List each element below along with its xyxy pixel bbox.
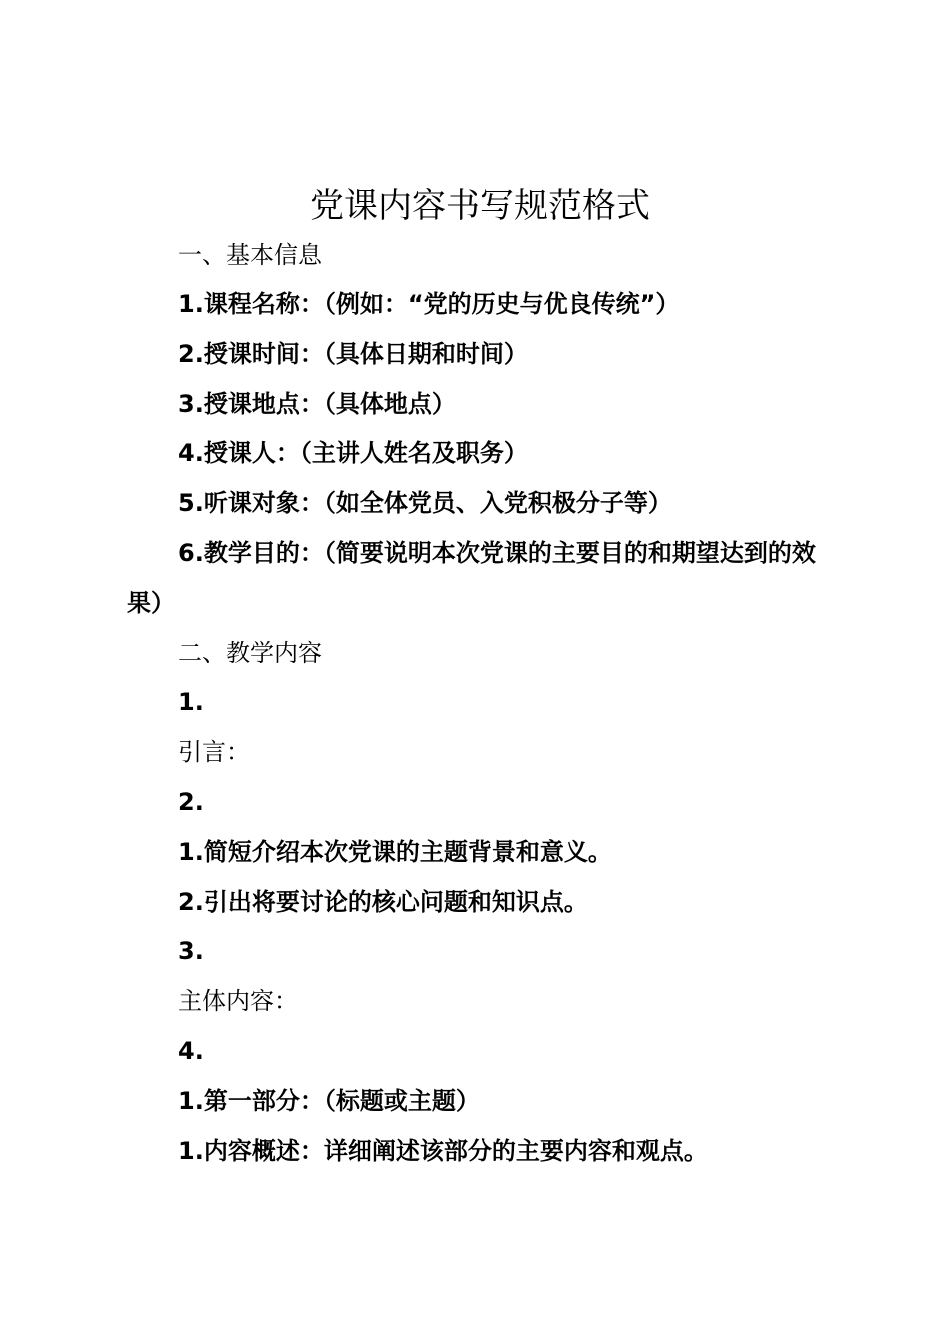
list-number: 1. xyxy=(178,688,204,716)
list-item: 1.内容概述：详细阐述该部分的主要内容和观点。 xyxy=(178,1137,708,1165)
subheading-main-content: 主体内容： xyxy=(178,987,298,1015)
item-lecture-time: 2.授课时间：（具体日期和时间） xyxy=(178,340,528,368)
list-item: 1.第一部分：（标题或主题） xyxy=(178,1087,480,1115)
item-course-name: 1.课程名称：（例如：“党的历史与优良传统”） xyxy=(178,290,680,318)
item-audience: 5.听课对象：（如全体党员、入党积极分子等） xyxy=(178,489,672,517)
document-title: 党课内容书写规范格式 xyxy=(310,186,650,226)
list-number: 4. xyxy=(178,1037,204,1065)
list-number: 2. xyxy=(178,788,204,816)
list-item: 1.简短介绍本次党课的主题背景和意义。 xyxy=(178,838,612,866)
subheading-introduction: 引言： xyxy=(178,738,250,766)
item-teaching-purpose: 6.教学目的：（简要说明本次党课的主要目的和期望达到的效果） xyxy=(127,539,816,617)
list-number: 3. xyxy=(178,937,204,965)
list-item: 2.引出将要讨论的核心问题和知识点。 xyxy=(178,888,588,916)
item-lecturer: 4.授课人：（主讲人姓名及职务） xyxy=(178,439,528,467)
item-lecture-location: 3.授课地点：（具体地点） xyxy=(178,390,456,418)
section-heading-teaching-content: 二、教学内容 xyxy=(178,639,322,667)
section-heading-basic-info: 一、基本信息 xyxy=(178,241,322,269)
